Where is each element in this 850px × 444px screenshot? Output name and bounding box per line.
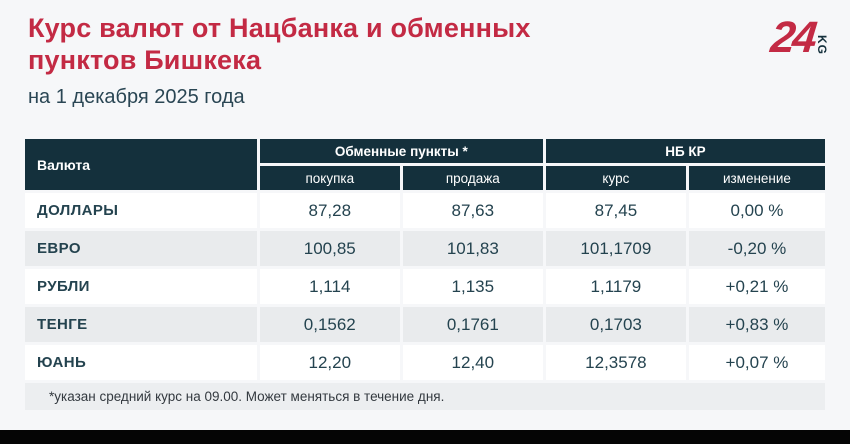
- subheader-sell: продажа: [403, 166, 543, 190]
- buy-value: 1,114: [260, 269, 400, 304]
- page-subtitle: на 1 декабря 2025 года: [28, 86, 245, 108]
- change-value: +0,07 %: [689, 345, 825, 380]
- currency-name: ЮАНЬ: [25, 345, 257, 380]
- table-row-rubles: [25, 269, 825, 304]
- sell-value: 101,83: [403, 231, 543, 266]
- rate-value: 87,45: [546, 193, 686, 228]
- rate-value: 12,3578: [546, 345, 686, 380]
- column-header-currency: Валюта: [25, 139, 257, 190]
- page-title: Курс валют от Нацбанка и обменных пунктов Бишкека: [28, 13, 531, 76]
- currency-name: ЕВРО: [25, 231, 257, 266]
- rate-value: 0,1703: [546, 307, 686, 342]
- sell-value: 87,63: [403, 193, 543, 228]
- subheader-rate: курс: [546, 166, 686, 190]
- buy-value: 0,1562: [260, 307, 400, 342]
- buy-value: 87,28: [260, 193, 400, 228]
- footnote-row: [25, 383, 825, 410]
- logo-24-icon: 24: [768, 13, 817, 62]
- group-header-exchange-points: Обменные пункты *: [260, 139, 543, 163]
- logo-kg-label: KG: [815, 35, 829, 55]
- currency-name: ТЕНГЕ: [25, 307, 257, 342]
- buy-value: 100,85: [260, 231, 400, 266]
- change-value: 0,00 %: [689, 193, 825, 228]
- table-row-yuan: [25, 345, 825, 380]
- sell-value: 0,1761: [403, 307, 543, 342]
- subheader-buy: покупка: [260, 166, 400, 190]
- subheader-change: изменение: [689, 166, 825, 190]
- currency-rates-table: [22, 136, 828, 413]
- rate-value: 1,1179: [546, 269, 686, 304]
- table-row-dollars: [25, 193, 825, 228]
- currency-name: РУБЛИ: [25, 269, 257, 304]
- logo-24kg: [768, 13, 832, 62]
- buy-value: 12,20: [260, 345, 400, 380]
- change-value: -0,20 %: [689, 231, 825, 266]
- sell-value: 1,135: [403, 269, 543, 304]
- table-row-tenge: [25, 307, 825, 342]
- rate-value: 101,1709: [546, 231, 686, 266]
- change-value: +0,21 %: [689, 269, 825, 304]
- currency-name: ДОЛЛАРЫ: [25, 193, 257, 228]
- group-header-nbkr: НБ КР: [546, 139, 825, 163]
- sell-value: 12,40: [403, 345, 543, 380]
- table-row-euro: [25, 231, 825, 266]
- bottom-letterbox-bar: [0, 430, 850, 444]
- change-value: +0,83 %: [689, 307, 825, 342]
- footnote: *указан средний курс на 09.00. Может меняться в течение дня.: [25, 383, 825, 410]
